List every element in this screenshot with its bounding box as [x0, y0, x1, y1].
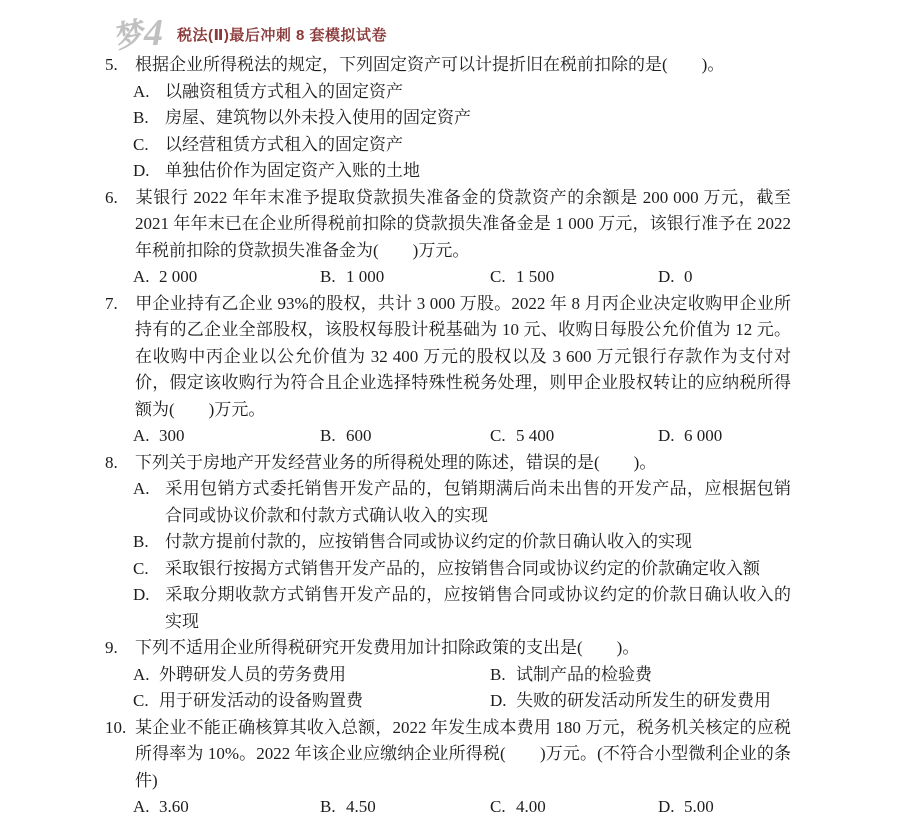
question-7: [105, 291, 791, 450]
question-number: 5.: [105, 55, 118, 74]
options-block: [133, 79, 791, 185]
option-c: [490, 794, 658, 821]
question-text: 某银行 2022 年年末准予提取贷款损失准备金的贷款资产的余额是 200 000 万元，截至 2021 年年末已在企业所得税前扣除的贷款损失准备金是 1 000 万元，该银行准予在 2022 年税前扣除的贷款损失准备金为( )万元。: [135, 187, 791, 260]
question-number: 9.: [105, 638, 118, 657]
option-b: [133, 529, 791, 556]
option-text: 单独估价作为固定资产入账的土地: [165, 161, 420, 180]
question-stem: [105, 52, 791, 79]
option-text: 5.00: [684, 797, 714, 816]
question-number: 10.: [105, 717, 127, 737]
question-number: 6.: [105, 187, 118, 207]
option-text: 4.00: [516, 797, 546, 816]
option-label: C.: [490, 426, 506, 445]
option-a: [133, 423, 320, 450]
option-d: [490, 688, 791, 715]
option-text: 3.60: [159, 797, 189, 816]
option-label: D.: [490, 691, 507, 710]
question-list: [105, 52, 791, 821]
question-text: 甲企业持有乙企业 93%的股权，共计 3 000 万股。2022 年 8 月丙企业决定收购甲企业所持有的乙企业全部股权，该股权每股计税基础为 10 元、收购日每股公允价值为 12 元。在收购中丙企业以公允价值为 32 400 万元的股权以及 3 600 万元银行存款作为支付对价，假定该收购行为符合且企业选择特殊性税务处理，则甲企业股权转让的应纳税所得额为( )万元。: [135, 293, 791, 419]
option-label: C.: [490, 797, 506, 816]
option-text: 4.50: [346, 797, 376, 816]
question-text: 根据企业所得税法的规定，下列固定资产可以计提折旧在税前扣除的是( )。: [135, 55, 725, 74]
option-a: [133, 79, 791, 106]
option-a: [133, 662, 490, 689]
options-row: [133, 794, 791, 821]
option-d: [658, 794, 791, 821]
question-stem: [105, 715, 791, 795]
option-label: D.: [658, 267, 675, 286]
option-text: 房屋、建筑物以外未投入使用的固定资产: [165, 108, 471, 127]
question-stem: [105, 291, 791, 424]
option-b: [320, 794, 490, 821]
option-text: 付款方提前付款的，应按销售合同或协议约定的价款日确认收入的实现: [165, 532, 692, 551]
option-label: B.: [320, 797, 336, 816]
option-label: A.: [133, 267, 150, 286]
question-8: [105, 450, 791, 636]
option-b: [490, 662, 791, 689]
question-stem: [105, 635, 791, 662]
option-d: [133, 158, 791, 185]
option-label: B.: [133, 108, 149, 127]
option-a: [133, 264, 320, 291]
option-b: [320, 423, 490, 450]
option-c: [490, 264, 658, 291]
brand-logo: [114, 12, 163, 56]
option-text: 600: [346, 426, 372, 445]
option-text: 采用包销方式委托销售开发产品的，包销期满后尚未出售的开发产品，应根据包销合同或协议价款和付款方式确认收入的实现: [165, 479, 791, 525]
options-row: [133, 423, 791, 450]
question-6: [105, 185, 791, 291]
options-grid: [133, 662, 791, 715]
question-10: [105, 715, 791, 821]
option-label: A.: [133, 426, 150, 445]
option-label: B.: [133, 532, 149, 551]
option-text: 采取分期收款方式销售开发产品的，应按销售合同或协议约定的价款日确认收入的实现: [165, 585, 791, 631]
option-a: [133, 794, 320, 821]
option-text: 以融资租赁方式租入的固定资产: [165, 81, 403, 101]
option-label: D.: [133, 161, 150, 180]
option-label: D.: [658, 797, 675, 816]
question-number: 8.: [105, 452, 118, 472]
option-label: A.: [133, 479, 150, 498]
options-block: [133, 476, 791, 635]
option-text: 300: [159, 426, 185, 445]
option-text: 以经营租赁方式租入的固定资产: [165, 134, 403, 154]
option-b: [320, 264, 490, 291]
question-number: 7.: [105, 293, 118, 313]
page-header: [0, 0, 903, 56]
option-d: [658, 264, 791, 291]
option-text: 0: [684, 267, 693, 286]
question-5: [105, 52, 791, 185]
option-c: [133, 556, 791, 583]
option-label: D.: [133, 585, 150, 604]
option-a: [133, 476, 791, 529]
option-label: C.: [490, 267, 506, 286]
option-d: [133, 582, 791, 635]
question-stem: [105, 185, 791, 265]
option-b: [133, 105, 791, 132]
question-text: 某企业不能正确核算其收入总额，2022 年发生成本费用 180 万元，税务机关核定的应税所得率为 10%。2022 年该企业应缴纳企业所得税( )万元。(不符合小型微利企业的条件): [135, 717, 791, 790]
logo-number: 4: [144, 12, 163, 54]
option-text: 外聘研发人员的劳务费用: [159, 664, 346, 684]
option-text: 2 000: [159, 267, 198, 286]
option-label: D.: [658, 426, 675, 445]
question-9: [105, 635, 791, 715]
options-row: [133, 264, 791, 291]
option-c: [133, 688, 490, 715]
option-label: B.: [320, 267, 336, 286]
logo-character: 梦: [114, 15, 148, 56]
option-text: 失败的研发活动所发生的研发费用: [516, 691, 771, 710]
question-text: 下列不适用企业所得税研究开发费用加计扣除政策的支出是( )。: [135, 638, 640, 657]
question-stem: [105, 450, 791, 477]
option-text: 用于研发活动的设备购置费: [159, 691, 363, 710]
option-c: [133, 132, 791, 159]
option-label: A.: [133, 797, 150, 816]
option-text: 试制产品的检验费: [516, 664, 652, 684]
option-text: 1 500: [516, 267, 555, 286]
option-label: A.: [133, 81, 150, 101]
option-label: A.: [133, 664, 150, 684]
option-label: B.: [320, 426, 336, 445]
question-text: 下列关于房地产开发经营业务的所得税处理的陈述，错误的是( )。: [135, 452, 657, 472]
option-text: 5 400: [516, 426, 555, 445]
page-title: 税法(Ⅱ)最后冲刺 8 套模拟试卷: [177, 27, 388, 44]
option-label: C.: [133, 134, 149, 154]
option-text: 6 000: [684, 426, 723, 445]
option-label: B.: [490, 664, 506, 684]
option-d: [658, 423, 791, 450]
option-c: [490, 423, 658, 450]
option-text: 1 000: [346, 267, 385, 286]
option-text: 采取银行按揭方式销售开发产品的，应按销售合同或协议约定的价款确定收入额: [165, 558, 760, 578]
option-label: C.: [133, 691, 149, 710]
option-label: C.: [133, 558, 149, 578]
